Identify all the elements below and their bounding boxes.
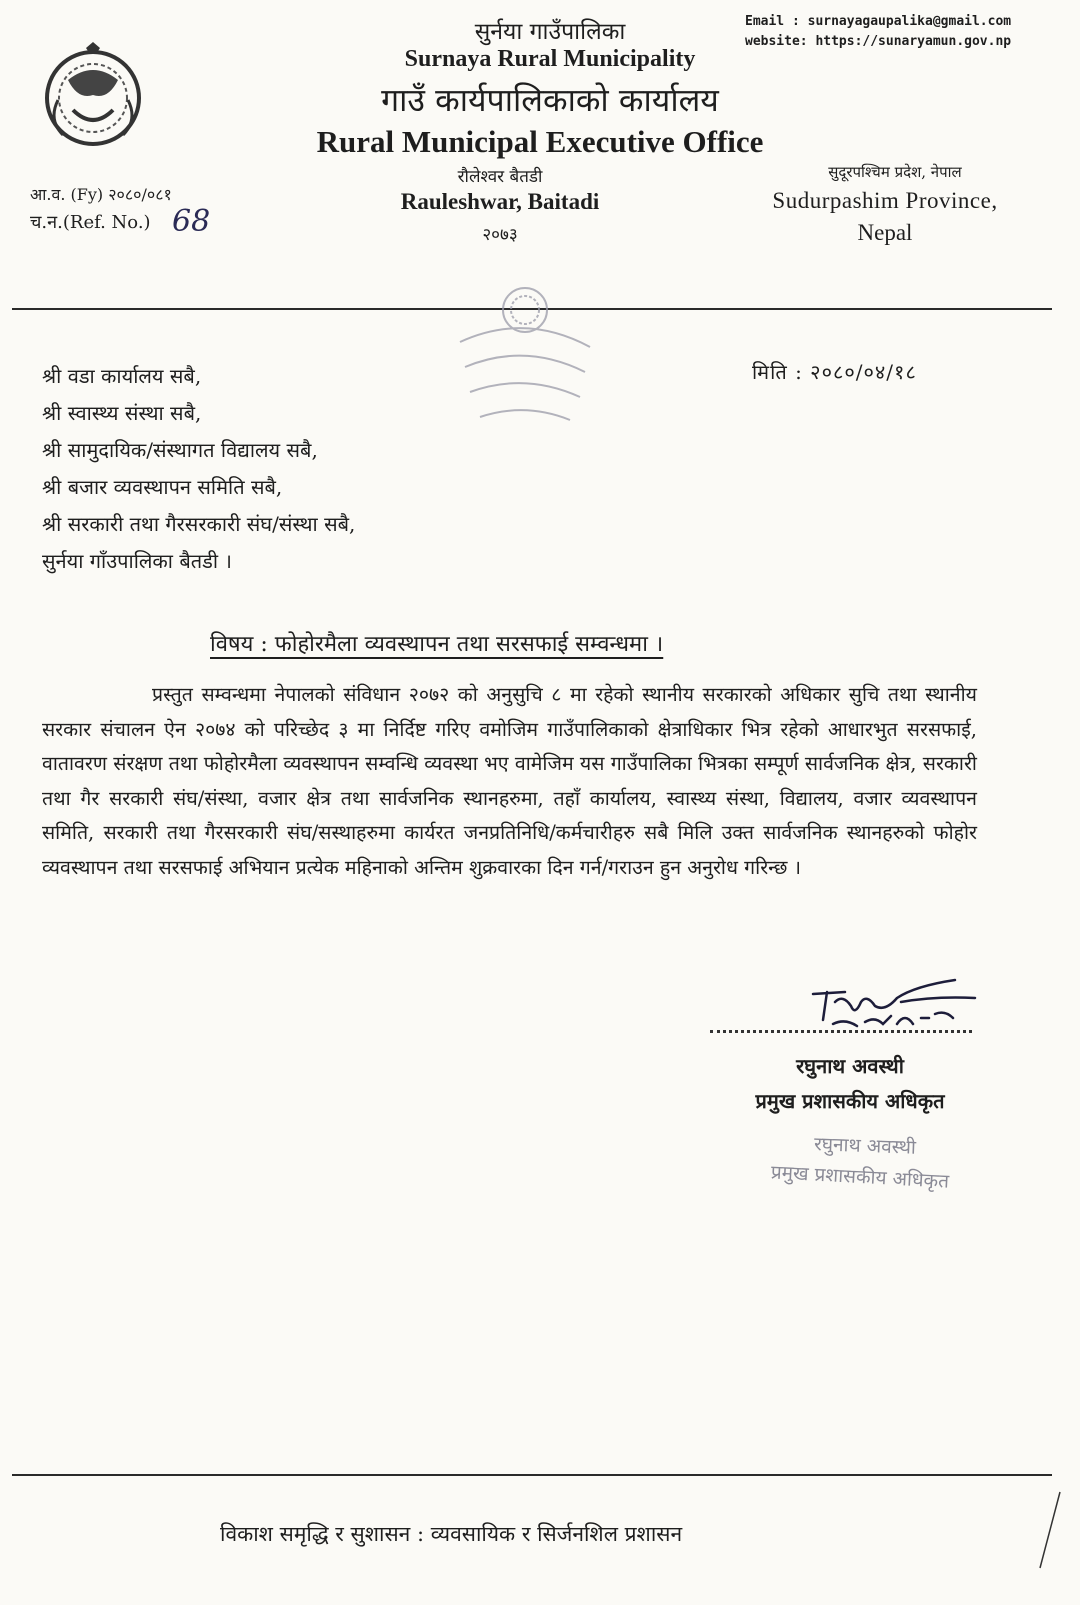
location-np: रौलेश्वर बैतडी bbox=[457, 167, 543, 187]
recipient-item: श्री स्वास्थ्य संस्था सबै, bbox=[42, 401, 202, 425]
reference-number: 68 bbox=[172, 204, 211, 239]
recipient-item: सुर्नया गाँउपालिका बैतडी । bbox=[42, 549, 232, 573]
website-address: website: https://sunaryamun.gov.np bbox=[745, 34, 1012, 49]
stamp-name: रघुनाथ अवस्थी bbox=[813, 1133, 917, 1159]
footer-motto: विकाश समृद्धि र सुशासन : व्यवसायिक र सिर्जनशिल प्रशासन bbox=[220, 1522, 683, 1546]
signature-icon bbox=[805, 972, 985, 1052]
letter-body: प्रस्तुत सम्वन्धमा नेपालको संविधान २०७२ को अनुसुचि ८ मा रहेको स्थानीय सरकारको अधिकार सुचि तथा स्थानीय सरकार संचालन ऐन २०७४ को परिच्छेद ३ मा निर्दिष्ट गरिए वमोजिम गाउँपालिकाको क्षेत्राधिकार भित्र रहेको आधारभुत सरसफाई, वातावरण संरक्षण तथा फोहोरमैला व्यवस्थापन सम्वन्धि व्यवस्था भए वामेजिम यस गाउँपालिका भित्रका सम्पूर्ण सार्वजनिक क्षेत्र, सरकारी तथा गैर सरकारी संघ/संस्था, वजार क्षेत्र तथा सार्वजनिक स्थानहरुमा, तहाँ कार्यालय, स्वास्थ्य संस्था, विद्यालय, वजार व्यवस्थापन समिति, सरकारी तथा गैरसरकारी संघ/सस्थाहरुमा कार्यरत जनप्रतिनिधि/कर्मचारीहरु सबै मिलि उक्त सार्वजनिक स्थानहरुको फोहोर व्यवस्थापन तथा सरसफाई अभियान प्रत्येक महिनाको अन्तिम शुक्रवारका दिन गर्न/गराउन हुन अनुरोध गरिन्छ । bbox=[42, 683, 977, 879]
recipient-item: श्री सरकारी तथा गैरसरकारी संघ/संस्था सबै, bbox=[42, 512, 356, 536]
municipality-name-en: Surnaya Rural Municipality bbox=[404, 46, 696, 72]
province-np: सुदूरपश्चिम प्रदेश, नेपाल bbox=[828, 163, 962, 181]
country: Nepal bbox=[857, 220, 913, 245]
stamp-title: प्रमुख प्रशासकीय अधिकृत bbox=[770, 1161, 950, 1193]
recipient-list bbox=[42, 358, 355, 580]
letter-subject: विषय : फोहोरमैला व्यवस्थापन तथा सरसफाई सम्वन्धमा । bbox=[210, 632, 664, 657]
municipality-name-np: सुर्नया गाउँपालिका bbox=[474, 19, 626, 45]
margin-mark-icon bbox=[1030, 1490, 1070, 1570]
office-name-en: Rural Municipal Executive Office bbox=[316, 124, 764, 159]
fiscal-year: आ.व. (Fy) २०८०/०८१ bbox=[30, 185, 172, 204]
signatory-name: रघुनाथ अवस्थी bbox=[796, 1054, 904, 1078]
signature-line bbox=[710, 1030, 972, 1033]
recipient-item: श्री सामुदायिक/संस्थागत विद्यालय सबै, bbox=[42, 438, 318, 462]
email-address: Email : surnayagaupalika@gmail.com bbox=[745, 14, 1012, 29]
established-year: २०७३ bbox=[482, 225, 518, 245]
recipient-item: श्री वडा कार्यालय सबै, bbox=[42, 364, 202, 388]
location-en: Rauleshwar, Baitadi bbox=[400, 189, 600, 214]
footer-divider bbox=[12, 1474, 1052, 1476]
office-name-np: गाउँ कार्यपालिकाको कार्यालय bbox=[381, 81, 719, 119]
nepal-emblem-icon bbox=[38, 40, 148, 150]
reference-label: च.न.(Ref. No.) bbox=[30, 212, 151, 233]
signatory-title: प्रमुख प्रशासकीय अधिकृत bbox=[755, 1089, 945, 1113]
province-en: Sudurpashim Province, bbox=[772, 188, 998, 213]
recipient-item: श्री बजार व्यवस्थापन समिति सबै, bbox=[42, 475, 283, 499]
letter-date: मिति : २०८०/०४/१८ bbox=[752, 360, 917, 384]
office-stamp-icon bbox=[440, 272, 610, 432]
